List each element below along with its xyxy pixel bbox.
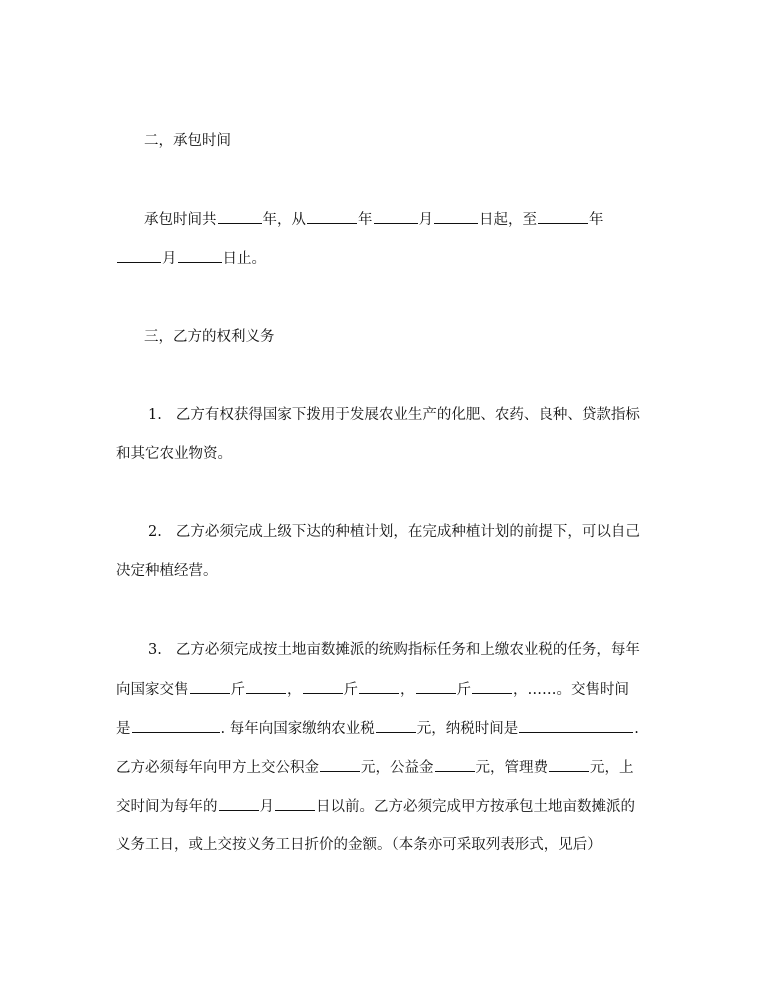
text-segment: 元，上 (590, 760, 634, 776)
blank-payment-month[interactable] (219, 796, 259, 811)
item-3-line-5 (116, 796, 635, 816)
text-segment: 日止。 (222, 251, 266, 267)
text-segment: ， (400, 682, 415, 698)
blank-end-month[interactable] (117, 248, 161, 263)
text-segment: 月 (162, 251, 177, 267)
blank-end-year[interactable] (538, 209, 588, 224)
blank-sale-item-2[interactable] (359, 679, 399, 694)
item-2-line-2: 决定种植经营。 (116, 563, 218, 579)
text-segment: 日起，至 (479, 212, 537, 228)
text-segment: 年 (589, 212, 604, 228)
blank-management-fee[interactable] (549, 757, 589, 772)
text-segment: 日以前。乙方必须完成甲方按承包土地亩数摊派的 (316, 799, 635, 815)
section-heading-rights-obligations: 三，乙方的权利义务 (144, 329, 275, 345)
blank-payment-day[interactable] (275, 796, 315, 811)
text-segment: ， (287, 682, 302, 698)
text-segment: 乙方必须完成按土地亩数摊派的统购指标任务和上缴农业税的任务，每年 (175, 642, 640, 658)
text-segment: 月 (418, 212, 433, 228)
item-3-line-1 (148, 640, 640, 660)
blank-agri-tax-amount[interactable] (376, 718, 416, 733)
blank-start-day[interactable] (434, 209, 478, 224)
blank-sale-qty-3[interactable] (416, 679, 456, 694)
blank-welfare-fund[interactable] (435, 757, 475, 772)
item-3-line-3 (116, 718, 639, 738)
blank-sale-qty-1[interactable] (190, 679, 230, 694)
text-segment: 元，公益金 (361, 760, 434, 776)
blank-sale-time[interactable] (132, 718, 220, 733)
text-segment: 向国家交售 (116, 682, 189, 698)
item-number: 3. (148, 642, 162, 658)
text-segment: 是 (116, 721, 131, 737)
blank-provident-fund[interactable] (320, 757, 360, 772)
text-segment: 斤 (456, 682, 471, 698)
text-segment: 年，从 (262, 212, 306, 228)
text-segment: 乙方有权获得国家下拨用于发展农业生产的化肥、农药、良种、贷款指标 (175, 407, 640, 423)
text-segment: 元，纳税时间是 (416, 721, 519, 737)
item-3-line-4 (116, 757, 634, 777)
text-segment: ，……。交售时间 (513, 682, 629, 698)
blank-sale-qty-2[interactable] (303, 679, 343, 694)
contract-period-line-1 (144, 209, 604, 229)
text-segment: 斤 (230, 682, 245, 698)
item-1-line-1 (148, 405, 640, 425)
text-segment: 斤 (343, 682, 358, 698)
text-segment: 年 (358, 212, 373, 228)
text-segment: 元，管理费 (475, 760, 548, 776)
blank-start-month[interactable] (374, 209, 418, 224)
blank-sale-item-3[interactable] (472, 679, 512, 694)
item-1-line-2: 和其它农业物资。 (116, 446, 232, 462)
item-number: 1. (148, 407, 162, 423)
blank-end-day[interactable] (178, 248, 222, 263)
blank-sale-item-1[interactable] (246, 679, 286, 694)
contract-period-line-2 (116, 248, 266, 268)
item-number: 2. (148, 524, 162, 540)
text-segment: 交时间为每年的 (116, 799, 218, 815)
text-segment: . (634, 721, 639, 737)
text-segment: 乙方必须每年向甲方上交公积金 (116, 760, 319, 776)
text-segment: 乙方必须完成上级下达的种植计划，在完成种植计划的前提下，可以自己 (175, 524, 640, 540)
blank-total-years[interactable] (218, 209, 262, 224)
blank-start-year[interactable] (307, 209, 357, 224)
item-2-line-1 (148, 522, 640, 542)
item-3-line-6: 义务工日，或上交按义务工日折价的金额。（本条亦可采取列表形式，见后） (116, 837, 602, 853)
section-heading-contract-period: 二，承包时间 (144, 133, 231, 149)
item-3-line-2 (116, 679, 629, 699)
text-segment: 月 (259, 799, 274, 815)
text-segment: 承包时间共 (144, 212, 217, 228)
text-segment: . 每年向国家缴纳农业税 (220, 721, 375, 737)
blank-tax-time[interactable] (519, 718, 633, 733)
